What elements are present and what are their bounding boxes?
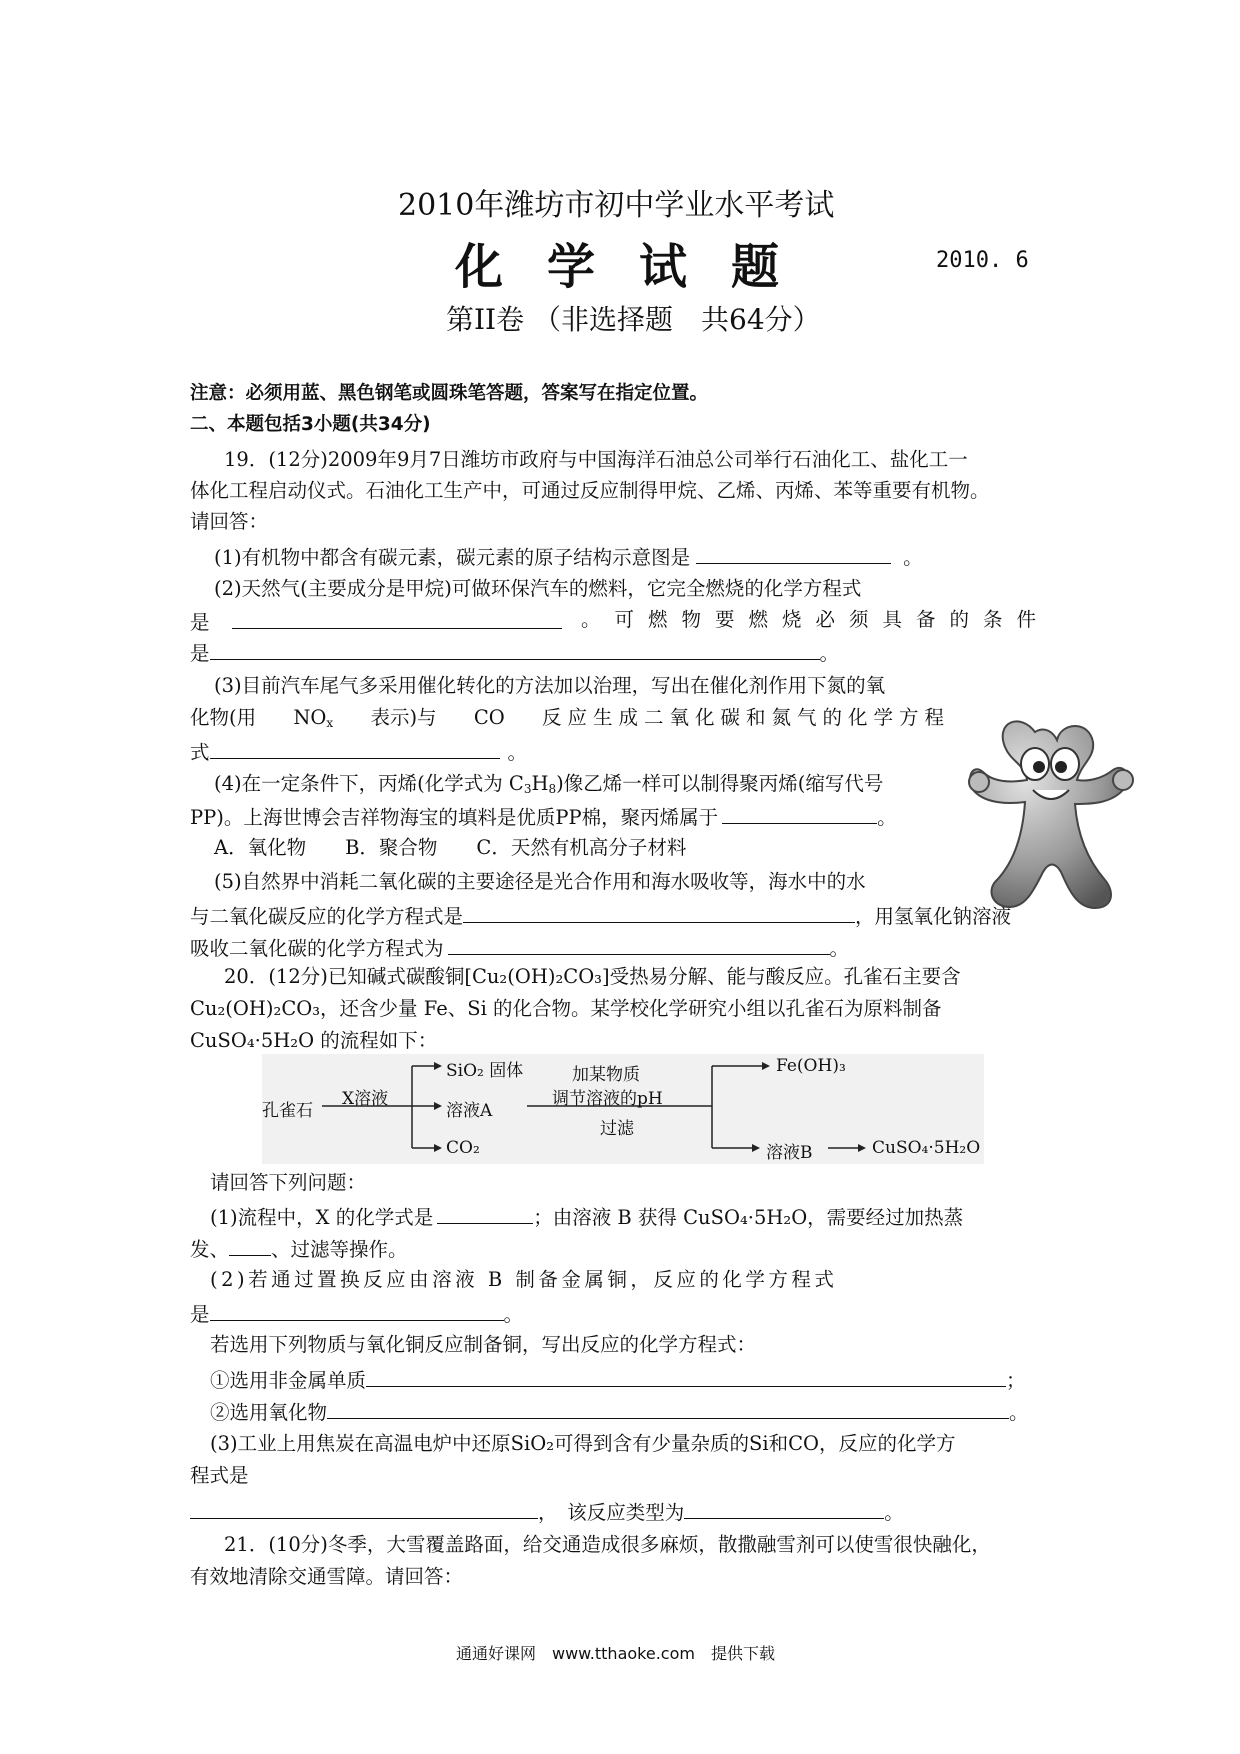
section-heading: 二、本题包括3小题(共34分) bbox=[190, 414, 431, 435]
q19-intro-3: 请回答： bbox=[190, 510, 269, 533]
q19-p2b: 是 。可燃物要燃烧必须具备的条件 bbox=[190, 608, 1050, 634]
q19-p5b: 与二氧化碳反应的化学方程式是 ，用氢氧化钠溶液 bbox=[190, 905, 1012, 928]
q21-intro-1: 21．(10分)冬季，大雪覆盖路面，给交通造成很多麻烦，散撒融雪剂可以使雪很快融化， bbox=[224, 1533, 991, 1556]
answer-blank[interactable] bbox=[210, 641, 820, 660]
diagram-prod-3: CuSO₄·5H₂O bbox=[872, 1138, 981, 1158]
q19-p1: (1)有机物中都含有碳元素，碳元素的原子结构示意图是 。 bbox=[214, 546, 923, 569]
footer-credit: 通通好课网 www.tthaoke.com 提供下载 bbox=[456, 1644, 775, 1663]
diagram-prod-2: 溶液B bbox=[766, 1143, 813, 1163]
diagram-reagent: X溶液 bbox=[342, 1089, 389, 1109]
diagram-step-1: 加某物质 bbox=[572, 1065, 640, 1085]
q19-p3c: 式 。 bbox=[190, 741, 528, 764]
answer-blank[interactable] bbox=[327, 1400, 1009, 1419]
q20-p3b: 程式是 bbox=[190, 1464, 249, 1487]
diagram-out-2: 溶液A bbox=[446, 1101, 493, 1121]
answer-blank[interactable] bbox=[684, 1500, 884, 1519]
q19-p2c: 是 。 bbox=[190, 642, 840, 665]
q19-p4b: PP)。上海世博会吉祥物海宝的填料是优质PP棉，聚丙烯属于 。 bbox=[190, 806, 897, 829]
q20-intro-1: 20．(12分)已知碱式碳酸铜[Cu₂(OH)₂CO₃]受热易分解、能与酸反应。孔雀石主要含 bbox=[224, 965, 961, 988]
answer-blank[interactable] bbox=[210, 1302, 504, 1321]
q20-p2b: 是 。 bbox=[190, 1303, 524, 1326]
q20-p2d: ①选用非金属单质 ； bbox=[210, 1369, 1026, 1392]
q19-p1-text: (1)有机物中都含有碳元素，碳元素的原子结构示意图是 bbox=[214, 546, 691, 569]
flow-diagram bbox=[262, 1054, 984, 1164]
subject-title: 化学试题 bbox=[455, 239, 824, 295]
q20-p2e: ②选用氧化物 。 bbox=[210, 1401, 1029, 1424]
haibao-mascot-icon bbox=[965, 712, 1135, 922]
q19-p5a: (5)自然界中消耗二氧化碳的主要途径是光合作用和海水吸收等，海水中的水 bbox=[214, 870, 866, 893]
q20-p2c: 若选用下列物质与氧化铜反应制备铜，写出反应的化学方程式： bbox=[210, 1333, 757, 1356]
answer-blank[interactable] bbox=[210, 740, 500, 759]
answer-blank[interactable] bbox=[437, 1205, 533, 1224]
q20-intro-2: Cu₂(OH)₂CO₃，还含少量 Fe、Si 的化合物。某学校化学研究小组以孔雀石为原料制备 bbox=[190, 997, 942, 1020]
q19-p3a: (3)目前汽车尾气多采用催化转化的方法加以治理，写出在催化剂作用下氮的氧 bbox=[214, 674, 886, 697]
q21-intro-2: 有效地清除交通雪障。请回答： bbox=[190, 1565, 464, 1588]
q19-p4-options: A．氧化物 B．聚合物 C．天然有机高分子材料 bbox=[214, 836, 687, 859]
q20-p1a: (1)流程中，X 的化学式是 ；由溶液 B 获得 CuSO₄·5H₂O，需要经过加热蒸 bbox=[210, 1206, 964, 1229]
q19-intro-2: 体化工程启动仪式。石油化工生产中，可通过反应制得甲烷、乙烯、丙烯、苯等重要有机物。 bbox=[190, 479, 990, 502]
answer-blank[interactable] bbox=[190, 1500, 538, 1519]
notice: 注意：必须用蓝、黑色钢笔或圆珠笔答题，答案写在指定位置。 bbox=[190, 383, 709, 404]
answer-blank[interactable] bbox=[232, 610, 562, 629]
answer-blank[interactable] bbox=[229, 1237, 271, 1256]
q19-p4a: (4)在一定条件下，丙烯(化学式为 $C_3H_8$)像乙烯一样可以制得聚丙烯(缩写代号 bbox=[214, 772, 884, 796]
diagram-step-3: 过滤 bbox=[600, 1119, 634, 1139]
q20-intro-3: CuSO₄·5H₂O 的流程如下： bbox=[190, 1029, 438, 1052]
q19-p3b: 化物(用 $NO_x$ 表示)与 CO 反应生成二氧化碳和氮气的化学方程 bbox=[190, 706, 950, 730]
volume-title: 第II卷 （非选择题 共64分） bbox=[446, 303, 821, 336]
answer-blank[interactable] bbox=[696, 545, 891, 564]
diagram-prod-1: Fe(OH)₃ bbox=[776, 1056, 846, 1076]
exam-title: 2010年潍坊市初中学业水平考试 bbox=[398, 188, 835, 223]
q19-intro-1: 19．(12分)2009年9月7日潍坊市政府与中国海洋石油总公司举行石油化工、盐化工一 bbox=[224, 448, 968, 471]
diagram-out-3: CO₂ bbox=[446, 1138, 480, 1158]
q19-p5c: 吸收二氧化碳的化学方程式为 。 bbox=[190, 937, 850, 960]
answer-blank[interactable] bbox=[463, 904, 855, 923]
answer-blank[interactable] bbox=[366, 1368, 1006, 1387]
q19-p2a: (2)天然气(主要成分是甲烷)可做环保汽车的燃料，它完全燃烧的化学方程式 bbox=[214, 577, 862, 600]
diagram-out-1: SiO₂ 固体 bbox=[446, 1061, 524, 1081]
diagram-start: 孔雀石 bbox=[262, 1101, 313, 1121]
q20-ask: 请回答下列问题： bbox=[210, 1171, 367, 1194]
answer-blank[interactable] bbox=[722, 805, 877, 824]
exam-date: 2010. 6 bbox=[936, 248, 1029, 273]
diagram-step-2: 调节溶液的pH bbox=[552, 1089, 663, 1109]
q20-p3c: ， 该反应类型为 。 bbox=[190, 1500, 904, 1523]
q20-p3a: (3)工业上用焦炭在高温电炉中还原SiO₂可得到含有少量杂质的Si和CO，反应的化学方 bbox=[210, 1432, 956, 1455]
answer-blank[interactable] bbox=[448, 936, 830, 955]
q20-p2a: (2)若通过置换反应由溶液 B 制备金属铜，反应的化学方程式 bbox=[210, 1268, 838, 1291]
q20-p1b: 发、 、过滤等操作。 bbox=[190, 1238, 408, 1261]
